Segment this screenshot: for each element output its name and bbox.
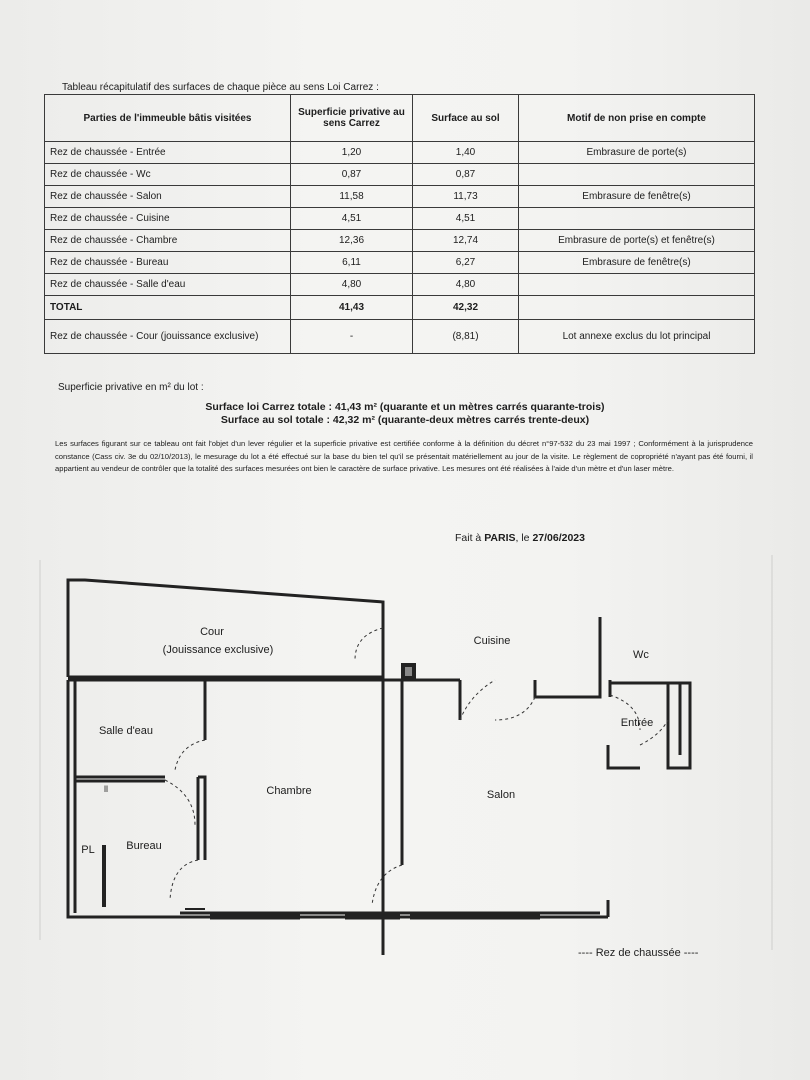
header-sol: Surface au sol [413, 95, 519, 142]
row-sol: 0,87 [413, 164, 519, 186]
door-swings [162, 628, 668, 905]
row-motif: Embrasure de fenêtre(s) [519, 252, 755, 274]
label-cour-sub: (Jouissance exclusive) [162, 644, 274, 656]
label-pl: PL [81, 844, 95, 856]
floor-plan [0, 555, 810, 955]
row-room: Rez de chaussée - Bureau [45, 252, 291, 274]
annex-sol: (8,81) [413, 320, 519, 354]
fait-city: PARIS [484, 532, 516, 544]
level-label: ---- Rez de chaussée ---- [578, 947, 699, 959]
total-row [45, 296, 755, 320]
total-sol-summary: Surface au sol totale : 42,32 m² (quarante-deux mètres carrés trente-deux) [220, 414, 590, 426]
row-motif: Embrasure de porte(s) [519, 142, 755, 164]
row-motif [519, 208, 755, 230]
row-motif [519, 164, 755, 186]
row-room: Rez de chaussée - Salle d'eau [45, 274, 291, 296]
row-carrez: 4,80 [291, 274, 413, 296]
label-cour: Cour [200, 626, 224, 638]
row-sol: 12,74 [413, 230, 519, 252]
row-sol: 1,40 [413, 142, 519, 164]
label-cuisine: Cuisine [473, 635, 511, 647]
table-row [45, 164, 755, 186]
annex-room: Rez de chaussée - Cour (jouissance exclusive) [45, 320, 291, 354]
row-motif: Embrasure de porte(s) et fenêtre(s) [519, 230, 755, 252]
row-room: Rez de chaussée - Cuisine [45, 208, 291, 230]
table-row [45, 230, 755, 252]
header-carrez: Superficie privative au sens Carrez [291, 95, 413, 142]
label-bureau: Bureau [126, 840, 162, 852]
table-row [45, 142, 755, 164]
row-sol: 4,80 [413, 274, 519, 296]
label-salon: Salon [486, 789, 516, 801]
total-carrez-summary: Surface loi Carrez totale : 41,43 m² (quarante et un mètres carrés quarante-trois) [205, 401, 605, 413]
table-row [45, 208, 755, 230]
row-carrez: 11,58 [291, 186, 413, 208]
total-sol: 42,32 [413, 296, 519, 320]
row-room: Rez de chaussée - Wc [45, 164, 291, 186]
row-sol: 6,27 [413, 252, 519, 274]
row-carrez: 12,36 [291, 230, 413, 252]
lot-label: Superficie privative en m² du lot : [58, 382, 204, 393]
label-ll: ll [104, 784, 108, 794]
row-room: Rez de chaussée - Entrée [45, 142, 291, 164]
row-carrez: 4,51 [291, 208, 413, 230]
annex-carrez: - [291, 320, 413, 354]
row-room: Rez de chaussée - Chambre [45, 230, 291, 252]
row-motif: Embrasure de fenêtre(s) [519, 186, 755, 208]
table-caption: Tableau récapitulatif des surfaces de chaque pièce au sens Loi Carrez : [62, 82, 379, 93]
total-carrez: 41,43 [291, 296, 413, 320]
table-row [45, 186, 755, 208]
fait-prefix: Fait à [455, 532, 485, 544]
fait-date: 27/06/2023 [532, 532, 585, 544]
table-header-row [45, 95, 755, 142]
plan-walls [40, 555, 772, 955]
annex-motif: Lot annexe exclus du lot principal [519, 320, 755, 354]
row-motif [519, 274, 755, 296]
row-carrez: 6,11 [291, 252, 413, 274]
table-row [45, 252, 755, 274]
row-room: Rez de chaussée - Salon [45, 186, 291, 208]
signature-line [455, 532, 585, 544]
row-sol: 4,51 [413, 208, 519, 230]
row-sol: 11,73 [413, 186, 519, 208]
label-wc: Wc [633, 649, 649, 661]
legal-notes: Les surfaces figurant sur ce tableau ont fait l'objet d'un lever régulier et la superficie privative est certifiée conforme à la définition du décret n°97-532 du 23 mai 1997 ; Conformément à la jurisprudence constance (Cass civ. 3e du 02/10/2013), le mesurage du lot a été effectué sur la base du bien tel qu'il se présentait matériellement au jour de la visite. Le règlement de copropriété n'ayant pas été fourni, il appartient au vendeur de contrôler que la totalité des surfaces mesurées ont bien le caractère de surface privative. Les mesures ont été réalisées à l'aide d'un mètre et d'un laser mètre. [55, 439, 753, 473]
row-carrez: 0,87 [291, 164, 413, 186]
header-parties: Parties de l'immeuble bâtis visitées [45, 95, 291, 142]
label-entree: Entrée [620, 717, 654, 729]
fait-sep: , le [515, 532, 533, 544]
total-label: TOTAL [45, 296, 291, 320]
row-carrez: 1,20 [291, 142, 413, 164]
label-chambre: Chambre [266, 785, 312, 797]
header-motif: Motif de non prise en compte [519, 95, 755, 142]
surfaces-table [44, 94, 755, 354]
total-motif [519, 296, 755, 320]
table-row [45, 274, 755, 296]
label-salle-eau: Salle d'eau [98, 725, 154, 737]
annex-row [45, 320, 755, 354]
